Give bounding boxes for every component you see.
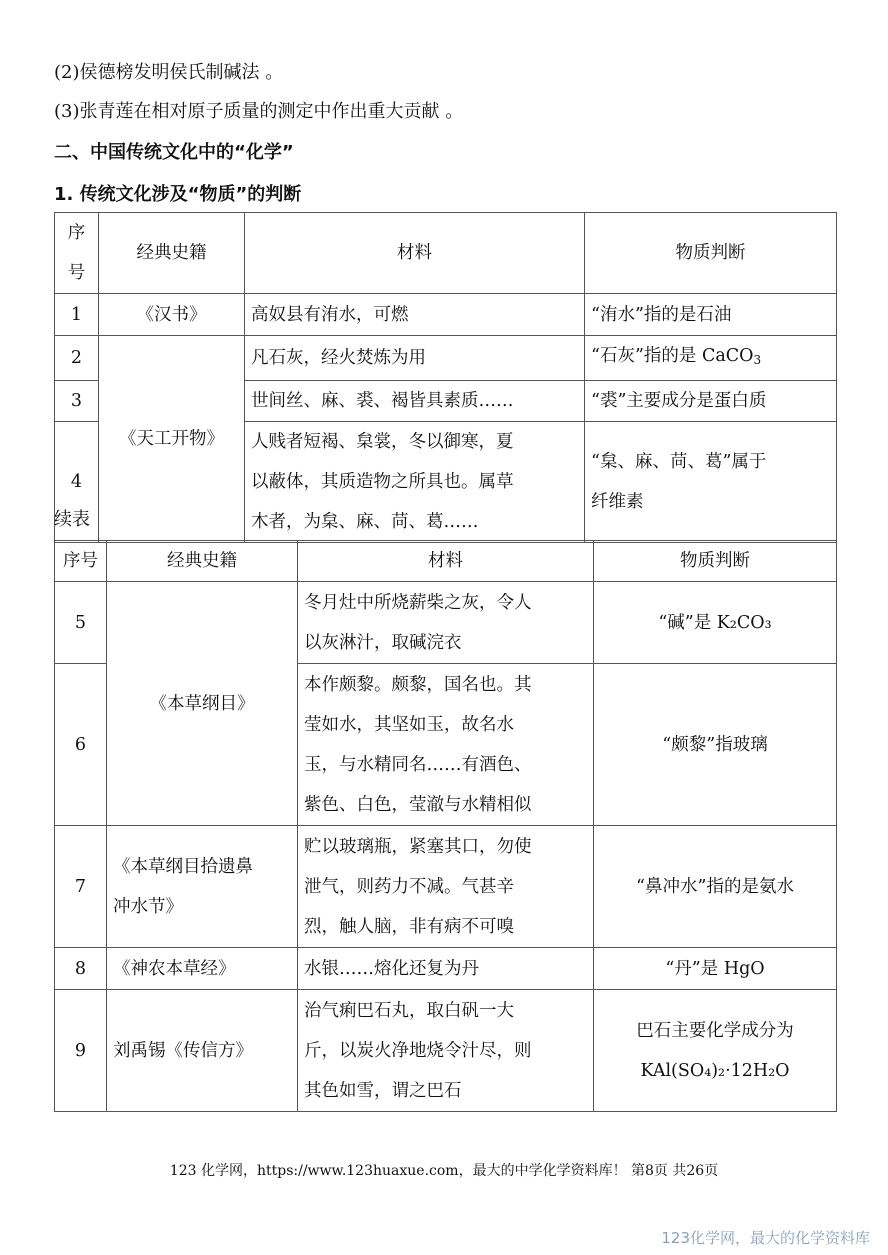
col-header: 序号 [55,541,107,582]
judgement-cell: “丹”是 HgO [594,948,837,990]
table-row [55,826,837,948]
row-number: 4 [55,422,99,543]
col-header: 材料 [245,213,585,294]
material-cell: 本作颇黎。颇黎，国名也。其 莹如水，其坚如玉，故名水 玉，与水精同名……有酒色、 紫色、白色，莹澈与水精相似 [298,664,594,826]
judgement-cell: “鼻冲水”指的是氨水 [594,826,837,948]
judgement-cell: “碱”是 K₂CO₃ [594,582,837,664]
material-cell: 治气痢巴石丸，取白矾一大 斤，以炭火净地烧令汁尽，则 其色如雪，谓之巴石 [298,990,594,1112]
row-number: 5 [55,582,107,664]
col-header: 经典史籍 [107,541,298,582]
book-cell: 《本草纲目拾遗鼻 冲水节》 [107,826,298,948]
col-header: 序号 [55,213,99,294]
col-header: 物质判断 [585,213,837,294]
col-header: 物质判断 [594,541,837,582]
row-number: 3 [55,381,99,422]
book-cell: 《汉书》 [99,294,245,336]
row-number: 9 [55,990,107,1112]
table-row [55,294,837,336]
judgement-cell: “枲、麻、苘、葛”属于 纤维素 [585,422,837,543]
material-cell: 冬月灶中所烧薪柴之灰，令人 以灰淋汁，取碱浣衣 [298,582,594,664]
table-2 [54,540,837,1112]
row-number: 6 [55,664,107,826]
book-cell: 《本草纲目》 [107,582,298,826]
table-row [55,336,837,381]
book-cell: 《神农本草经》 [107,948,298,990]
material-cell: 人贱者短褐、枲裳，冬以御寒，夏 以蔽体，其质造物之所具也。属草 木者，为枲、麻、苘、葛…… [245,422,585,543]
material-cell: 水银……熔化还复为丹 [298,948,594,990]
book-cell: 《天工开物》 [99,336,245,543]
material-cell: 高奴县有洧水，可燃 [245,294,585,336]
judgement-cell: 巴石主要化学成分为 KAl(SO₄)₂·12H₂O [594,990,837,1112]
row-number: 2 [55,336,99,381]
paragraph-line: (2)侯德榜发明侯氏制碱法 。 [54,62,284,83]
table-row [55,948,837,990]
material-cell: 凡石灰，经火焚炼为用 [245,336,585,381]
paragraph-line: (3)张青莲在相对原子质量的测定中作出重大贡献 。 [54,101,464,122]
material-cell: 世间丝、麻、裘、褐皆具素质…… [245,381,585,422]
book-cell: 刘禹锡《传信方》 [107,990,298,1112]
watermark: 123化学网，最大的化学资料库 [661,1229,870,1247]
table-row [55,582,837,664]
page-footer: 123 化学网，https://www.123huaxue.com，最大的中学化学资料库！ 第8页 共26页 [169,1163,719,1179]
col-header: 经典史籍 [99,213,245,294]
judgement-cell: “石灰”指的是 CaCO$_3$ [585,336,837,381]
section-heading: 二、中国传统文化中的“化学” [54,142,294,163]
subsection-heading: 1. 传统文化涉及“物质”的判断 [54,184,302,205]
col-header: 材料 [298,541,594,582]
judgement-cell: “颇黎”指玻璃 [594,664,837,826]
judgement-cell: “洧水”指的是石油 [585,294,837,336]
row-number: 7 [55,826,107,948]
row-number: 8 [55,948,107,990]
continued-label: 续表 [54,509,90,530]
table-1 [54,212,837,543]
material-cell: 贮以玻璃瓶，紧塞其口，勿使 泄气，则药力不减。气甚辛 烈，触人脑，非有病不可嗅 [298,826,594,948]
table-row [55,990,837,1112]
row-number: 1 [55,294,99,336]
judgement-cell: “裘”主要成分是蛋白质 [585,381,837,422]
